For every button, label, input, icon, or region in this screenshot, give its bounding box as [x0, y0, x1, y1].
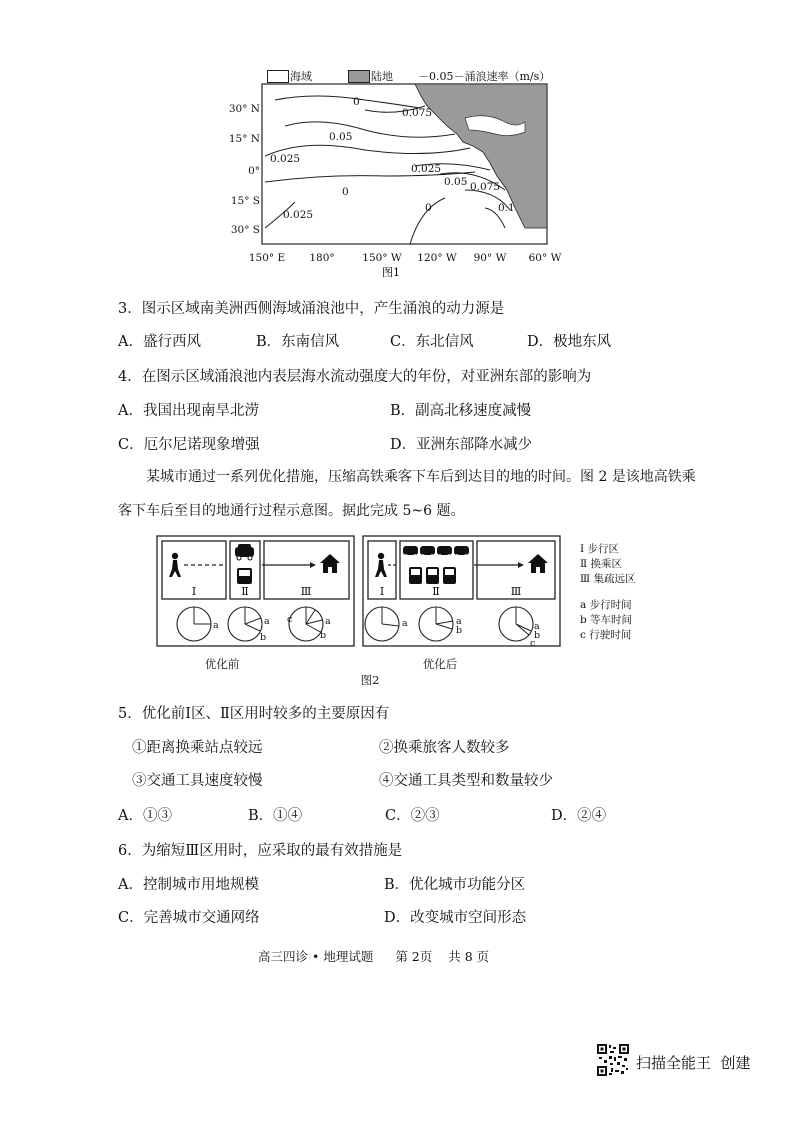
footer-page: 第 2页 [395, 949, 433, 964]
svg-text:b: b [456, 625, 463, 636]
q5-statement-3: ③交通工具速度较慢 [132, 773, 263, 789]
intro-line1: 某城市通过一系列优化措施，压缩高铁乘客下车后到达目的地的时间。图 2 是该地高铁乘 [146, 469, 696, 485]
figure2 [150, 532, 660, 692]
person-icon [169, 553, 181, 577]
q6-option-d[interactable]: D．改变城市空间形态 [384, 910, 527, 926]
before-label: 优化前 [204, 657, 240, 671]
q3-option-d[interactable]: D．极地东风 [527, 334, 612, 350]
lon-label: 150° W [362, 252, 402, 264]
figure2-caption: 图2 [360, 673, 380, 687]
svg-text:a: a [213, 620, 219, 631]
q5-statement-1: ①距离换乘站点较远 [132, 740, 263, 756]
house-icon [320, 554, 340, 573]
house-icon [528, 554, 548, 573]
contour-label: 0.025 [411, 163, 442, 175]
zone-label: Ⅱ [241, 585, 249, 598]
watermark-text: 扫描全能王 创建 [636, 1054, 751, 1072]
contour-label: 0.075 [402, 107, 433, 119]
legend-contour-label: －0.05－涌浪速率（m/s） [418, 70, 551, 83]
q4-option-d[interactable]: D．亚洲东部降水减少 [390, 437, 533, 453]
lon-label: 120° W [417, 252, 457, 264]
svg-text:a: a [264, 616, 270, 627]
q5-option-d[interactable]: D．②④ [551, 808, 607, 824]
bus-icon [409, 567, 456, 584]
contour-label: 0.1 [498, 202, 515, 214]
q4-option-a[interactable]: A．我国出现南旱北涝 [118, 403, 259, 419]
zone-label: Ⅱ [432, 585, 440, 598]
q5-option-c[interactable]: C．②③ [385, 808, 440, 824]
q4-option-c[interactable]: C．厄尔尼诺现象增强 [118, 437, 260, 453]
lat-label: 15° S [230, 195, 260, 207]
lon-label: 150° E [248, 252, 286, 264]
svg-text:a: a [402, 618, 408, 629]
zone-label: Ⅰ [379, 585, 385, 598]
contour-label: 0.05 [444, 176, 468, 188]
footer-title: 高三四诊 • 地理试题 [258, 949, 374, 964]
intro-line2: 客下车后至目的地通行过程示意图。据此完成 5~6 题。 [118, 503, 465, 519]
legend-land-label: 陆地 [371, 70, 393, 83]
contour-label: 0 [342, 186, 349, 198]
q5-option-b[interactable]: B．①④ [248, 808, 303, 824]
car-icon [403, 546, 469, 558]
lat-label: 30° N [228, 103, 260, 115]
q6-option-b[interactable]: B．优化城市功能分区 [384, 877, 526, 893]
footer [258, 947, 489, 965]
q3-option-b[interactable]: B．东南信风 [256, 334, 340, 350]
q4-stem: 4．在图示区域涌浪池内表层海水流动强度大的年份，对亚洲东部的影响为 [118, 369, 592, 385]
contour-label: 0 [353, 96, 360, 108]
zone-label: Ⅲ [510, 585, 522, 598]
person-icon [375, 553, 387, 577]
lat-label: 0° [248, 165, 260, 177]
zone-label: Ⅲ [300, 585, 312, 598]
lon-label: 60° W [528, 252, 562, 264]
fig2-legend-item: Ⅱ 换乘区 [580, 558, 622, 570]
svg-text:c: c [287, 614, 293, 625]
lon-label: 90° W [473, 252, 507, 264]
contour-label: 0 [425, 202, 432, 214]
bus-icon [237, 568, 252, 584]
figure1-map [225, 78, 565, 278]
q5-statement-2: ②换乘旅客人数较多 [379, 740, 510, 756]
q5-stem: 5．优化前Ⅰ区、Ⅱ区用时较多的主要原因有 [118, 706, 390, 722]
contour-label: 0.075 [470, 181, 501, 193]
q6-option-c[interactable]: C．完善城市交通网络 [118, 910, 260, 926]
qr-code-icon [597, 1044, 629, 1076]
zone-label: Ⅰ [191, 585, 197, 598]
fig2-legend-item: b 等车时间 [580, 614, 633, 626]
svg-text:a: a [456, 616, 462, 627]
q6-stem: 6．为缩短Ⅲ区用时，应采取的最有效措施是 [118, 843, 403, 859]
figure1-caption: 图1 [382, 266, 400, 278]
fig2-legend-item: a 步行时间 [580, 599, 632, 611]
svg-text:b: b [534, 630, 541, 641]
lat-label: 15° N [228, 133, 260, 145]
svg-text:a: a [325, 616, 331, 627]
car-icon [235, 544, 254, 560]
fig2-legend-item: c 行驶时间 [580, 629, 632, 641]
q6-option-a[interactable]: A．控制城市用地规模 [118, 877, 259, 893]
fig2-legend-item: Ⅰ 步行区 [580, 543, 619, 555]
q3-option-c[interactable]: C．东北信风 [390, 334, 474, 350]
lon-label: 180° [309, 252, 335, 264]
q5-statement-4: ④交通工具类型和数量较少 [379, 773, 553, 789]
q3-stem: 3．图示区域南美洲西侧海域涌浪池中，产生涌浪的动力源是 [118, 301, 505, 317]
contour-label: 0.05 [329, 131, 353, 143]
contour-label: 0.025 [270, 153, 301, 165]
lat-label: 30° S [230, 224, 260, 236]
q4-option-b[interactable]: B．副高北移速度减慢 [390, 403, 532, 419]
svg-text:a: a [534, 621, 540, 632]
contour-label: 0.025 [283, 209, 314, 221]
q5-option-a[interactable]: A．①③ [118, 808, 172, 824]
svg-text:c: c [530, 638, 536, 649]
fig2-legend-item: Ⅲ 集疏远区 [580, 573, 636, 585]
legend-sea-label: 海域 [290, 70, 312, 83]
svg-text:b: b [260, 632, 267, 643]
footer-total: 共 8 页 [448, 949, 490, 964]
q3-option-a[interactable]: A．盛行西风 [118, 334, 201, 350]
after-label: 优化后 [422, 657, 458, 671]
svg-text:b: b [320, 630, 327, 641]
